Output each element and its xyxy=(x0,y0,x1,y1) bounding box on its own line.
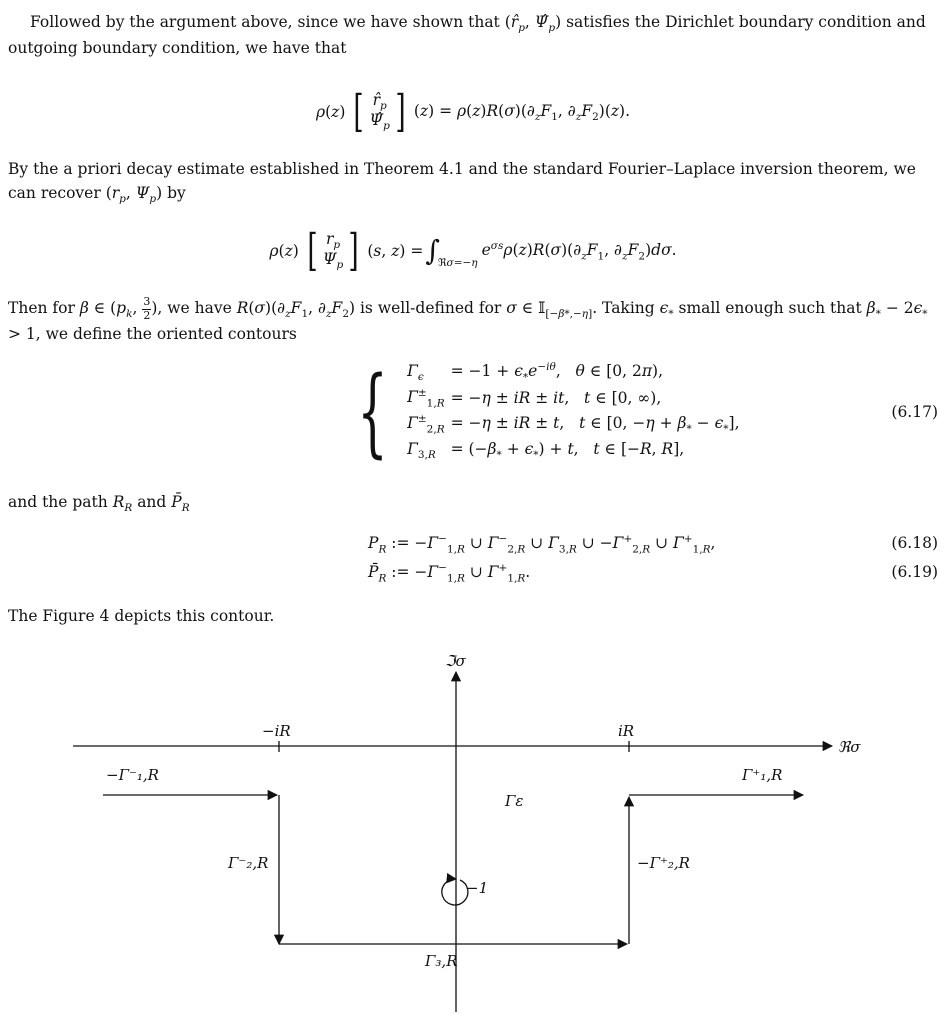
label-gamma-3R: Γ₃,R xyxy=(425,952,458,970)
label-minus-one: −1 xyxy=(466,879,489,897)
equation-1: ρ(z) [ $r̂_p$ $\Psî_p$ ] $(z) = \rho(z)R(\sigma)(\partial_zF_1$, $\partial_zF_2)(z)$. xyxy=(315,86,631,137)
equation-2: ρ(z) [ $r_p$ $\Psi_p$ ] (s, z) = ∫ ℜσ=−η $e^{\sigma s}\rho(z)R(\sigma)(\partial_zF_1$, $\partial_zF_2)d\sigma$. xyxy=(269,225,677,276)
label-gamma-1R-plus: Γ⁺₁,R xyxy=(742,766,783,784)
label-gamma-2R-minus: Γ⁻₂,R xyxy=(228,854,269,872)
label-real-axis: ℜσ xyxy=(838,738,861,756)
label-tick-minus-iR: −iR xyxy=(262,722,291,740)
equation-6-18: $P_R$ := $-\Gamma^-_{1,R}$ ∪ $\Gamma^-_{2,R}$ ∪ $\Gamma_{3,R}$ ∪ $-\Gamma^+_{2,R}$ ∪ $\Gamma^+_{1,R}$, (6.18) xyxy=(368,533,938,556)
equation-number-6-17: (6.17) xyxy=(891,403,938,421)
paragraph-2: By the a priori decay estimate established in Theorem 4.1 and the standard Fourier–Laplace inversion theorem, we can recover ($r_p$, $\Psi_p$) by xyxy=(8,160,916,206)
paragraph-3: Then for β ∈ ($p_k$, $\frac{3}{2}$ ), we have $R(\sigma)(\partial_zF_1$, $\partial_zF_2$) is well-defined for σ ∈ 𝕀$_{[-\beta*,-\eta]}$. Taking $\epsilon_*$ small enough such that $\beta_* - 2\epsilon_* > 1$, we define the oriented contours xyxy=(8,295,928,344)
paragraph-5: The Figure 4 depicts this contour. xyxy=(8,607,275,625)
label-tick-iR: iR xyxy=(618,722,635,740)
label-imag-axis: ℑσ xyxy=(445,652,466,670)
equation-number-6-19: (6.19) xyxy=(891,563,938,581)
equation-number-6-18: (6.18) xyxy=(891,534,938,552)
contour-gamma-eps-circle xyxy=(442,879,468,905)
label-gamma-eps: Γε xyxy=(505,792,524,810)
equation-6-19: $P̄_R$ := $-\Gamma^-_{1,R}$ ∪ $\Gamma^+_{1,R}$. (6.19) xyxy=(368,562,938,585)
equation-6-17: { $\Gamma_\epsilon$ = $-1 + \epsilon_*e^{-i\theta}$, θ ∈ [0, 2π), $\Gamma^\pm_{1,R}$ = −η ± iR ± it, t ∈ [0, ∞), $\Gamma^\pm_{2,R}$ = −η ± iR ± t, t ∈ [0, $-\eta + \beta_* - \epsilon_*$], $\Gamma_{3,R}$ = $(-\beta_* + \epsilon_*) + t$, t ∈ [−R, R], (6.17) xyxy=(357,355,938,468)
paragraph-4: and the path $R_R$ and $P̄_R$ xyxy=(8,493,190,515)
label-gamma-1R-minus: −Γ⁻₁,R xyxy=(106,766,159,784)
paragraph-1: Followed by the argument above, since we have shown that ($r̂_p$, $\Psî_p$) satisfies the Dirichlet boundary condition and outgoing boundary condition, we have that xyxy=(8,13,926,58)
label-gamma-2R-plus: −Γ⁺₂,R xyxy=(637,854,690,872)
